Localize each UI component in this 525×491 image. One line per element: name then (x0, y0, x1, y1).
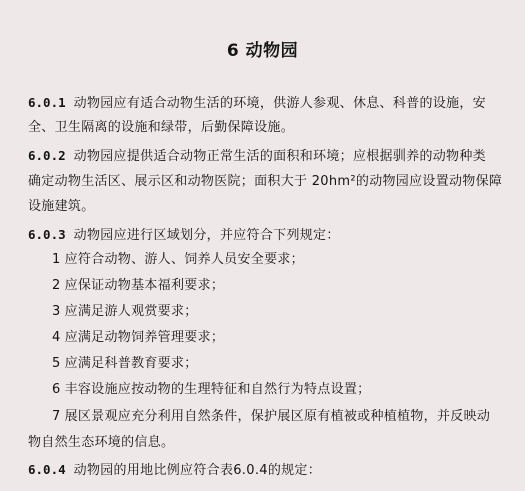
clause-number: 6.0.2 (28, 148, 66, 163)
clause-text: 动物园应进行区域划分，并应符合下列规定： (73, 228, 340, 243)
clause-6-0-4 (28, 460, 508, 481)
clause-text: 设施建筑。 (28, 199, 95, 214)
item-number: 2 (52, 278, 61, 293)
clause-text: 动物园的用地比例应符合表6.0.4的规定： (73, 463, 322, 478)
item-text: 应符合动物、游人、饲养人员安全要求； (64, 252, 304, 267)
list-item (52, 354, 525, 374)
item-number: 6 (52, 382, 61, 397)
clause-6-0-3 (28, 225, 508, 246)
clause-text: 动物园应提供适合动物正常生活的面积和环境；应根据驯养的动物种类 (73, 149, 486, 164)
clause-text: 动物园应有适合动物生活的环境，供游人参观、休息、科普的设施，安 (73, 96, 486, 111)
list-item-cont (28, 433, 508, 453)
list-item (52, 250, 525, 270)
clause-number: 6.0.1 (28, 95, 66, 110)
clause-6-0-2-cont2 (28, 197, 508, 217)
clause-6-0-1 (28, 93, 508, 114)
clause-6-0-1-cont (28, 118, 508, 138)
list-item (52, 302, 525, 322)
list-item (52, 407, 525, 427)
item-text: 物自然生态环境的信息。 (28, 435, 175, 450)
item-text: 应满足科普教育要求； (64, 356, 198, 371)
clause-text: 确定动物生活区、展示区和动物医院；面积大于 20hm²的动物园应设置动物保障 (28, 174, 503, 189)
item-number: 4 (52, 330, 61, 345)
item-text: 应满足游人观赏要求； (64, 304, 198, 319)
item-number: 3 (52, 304, 61, 319)
item-text: 丰容设施应按动物的生理特征和自然行为特点设置； (64, 382, 371, 397)
section-title: 6 动物园 (226, 41, 299, 61)
item-text: 应保证动物基本福利要求； (64, 278, 225, 293)
clause-6-0-2 (28, 146, 508, 167)
list-item (52, 380, 525, 400)
item-number: 5 (52, 356, 61, 371)
clause-6-0-2-cont (28, 172, 508, 192)
item-number: 1 (52, 252, 61, 267)
clause-text: 全、卫生隔离的设施和绿带，后勤保障设施。 (28, 120, 295, 135)
item-text: 应满足动物饲养管理要求； (64, 330, 225, 345)
clause-number: 6.0.3 (28, 227, 66, 242)
item-number: 7 (52, 409, 61, 424)
clause-number: 6.0.4 (28, 462, 66, 477)
item-text: 展区景观应充分利用自然条件，保护展区原有植被或种植植物，并反映动 (64, 409, 491, 424)
list-item (52, 276, 525, 296)
list-item (52, 328, 525, 348)
